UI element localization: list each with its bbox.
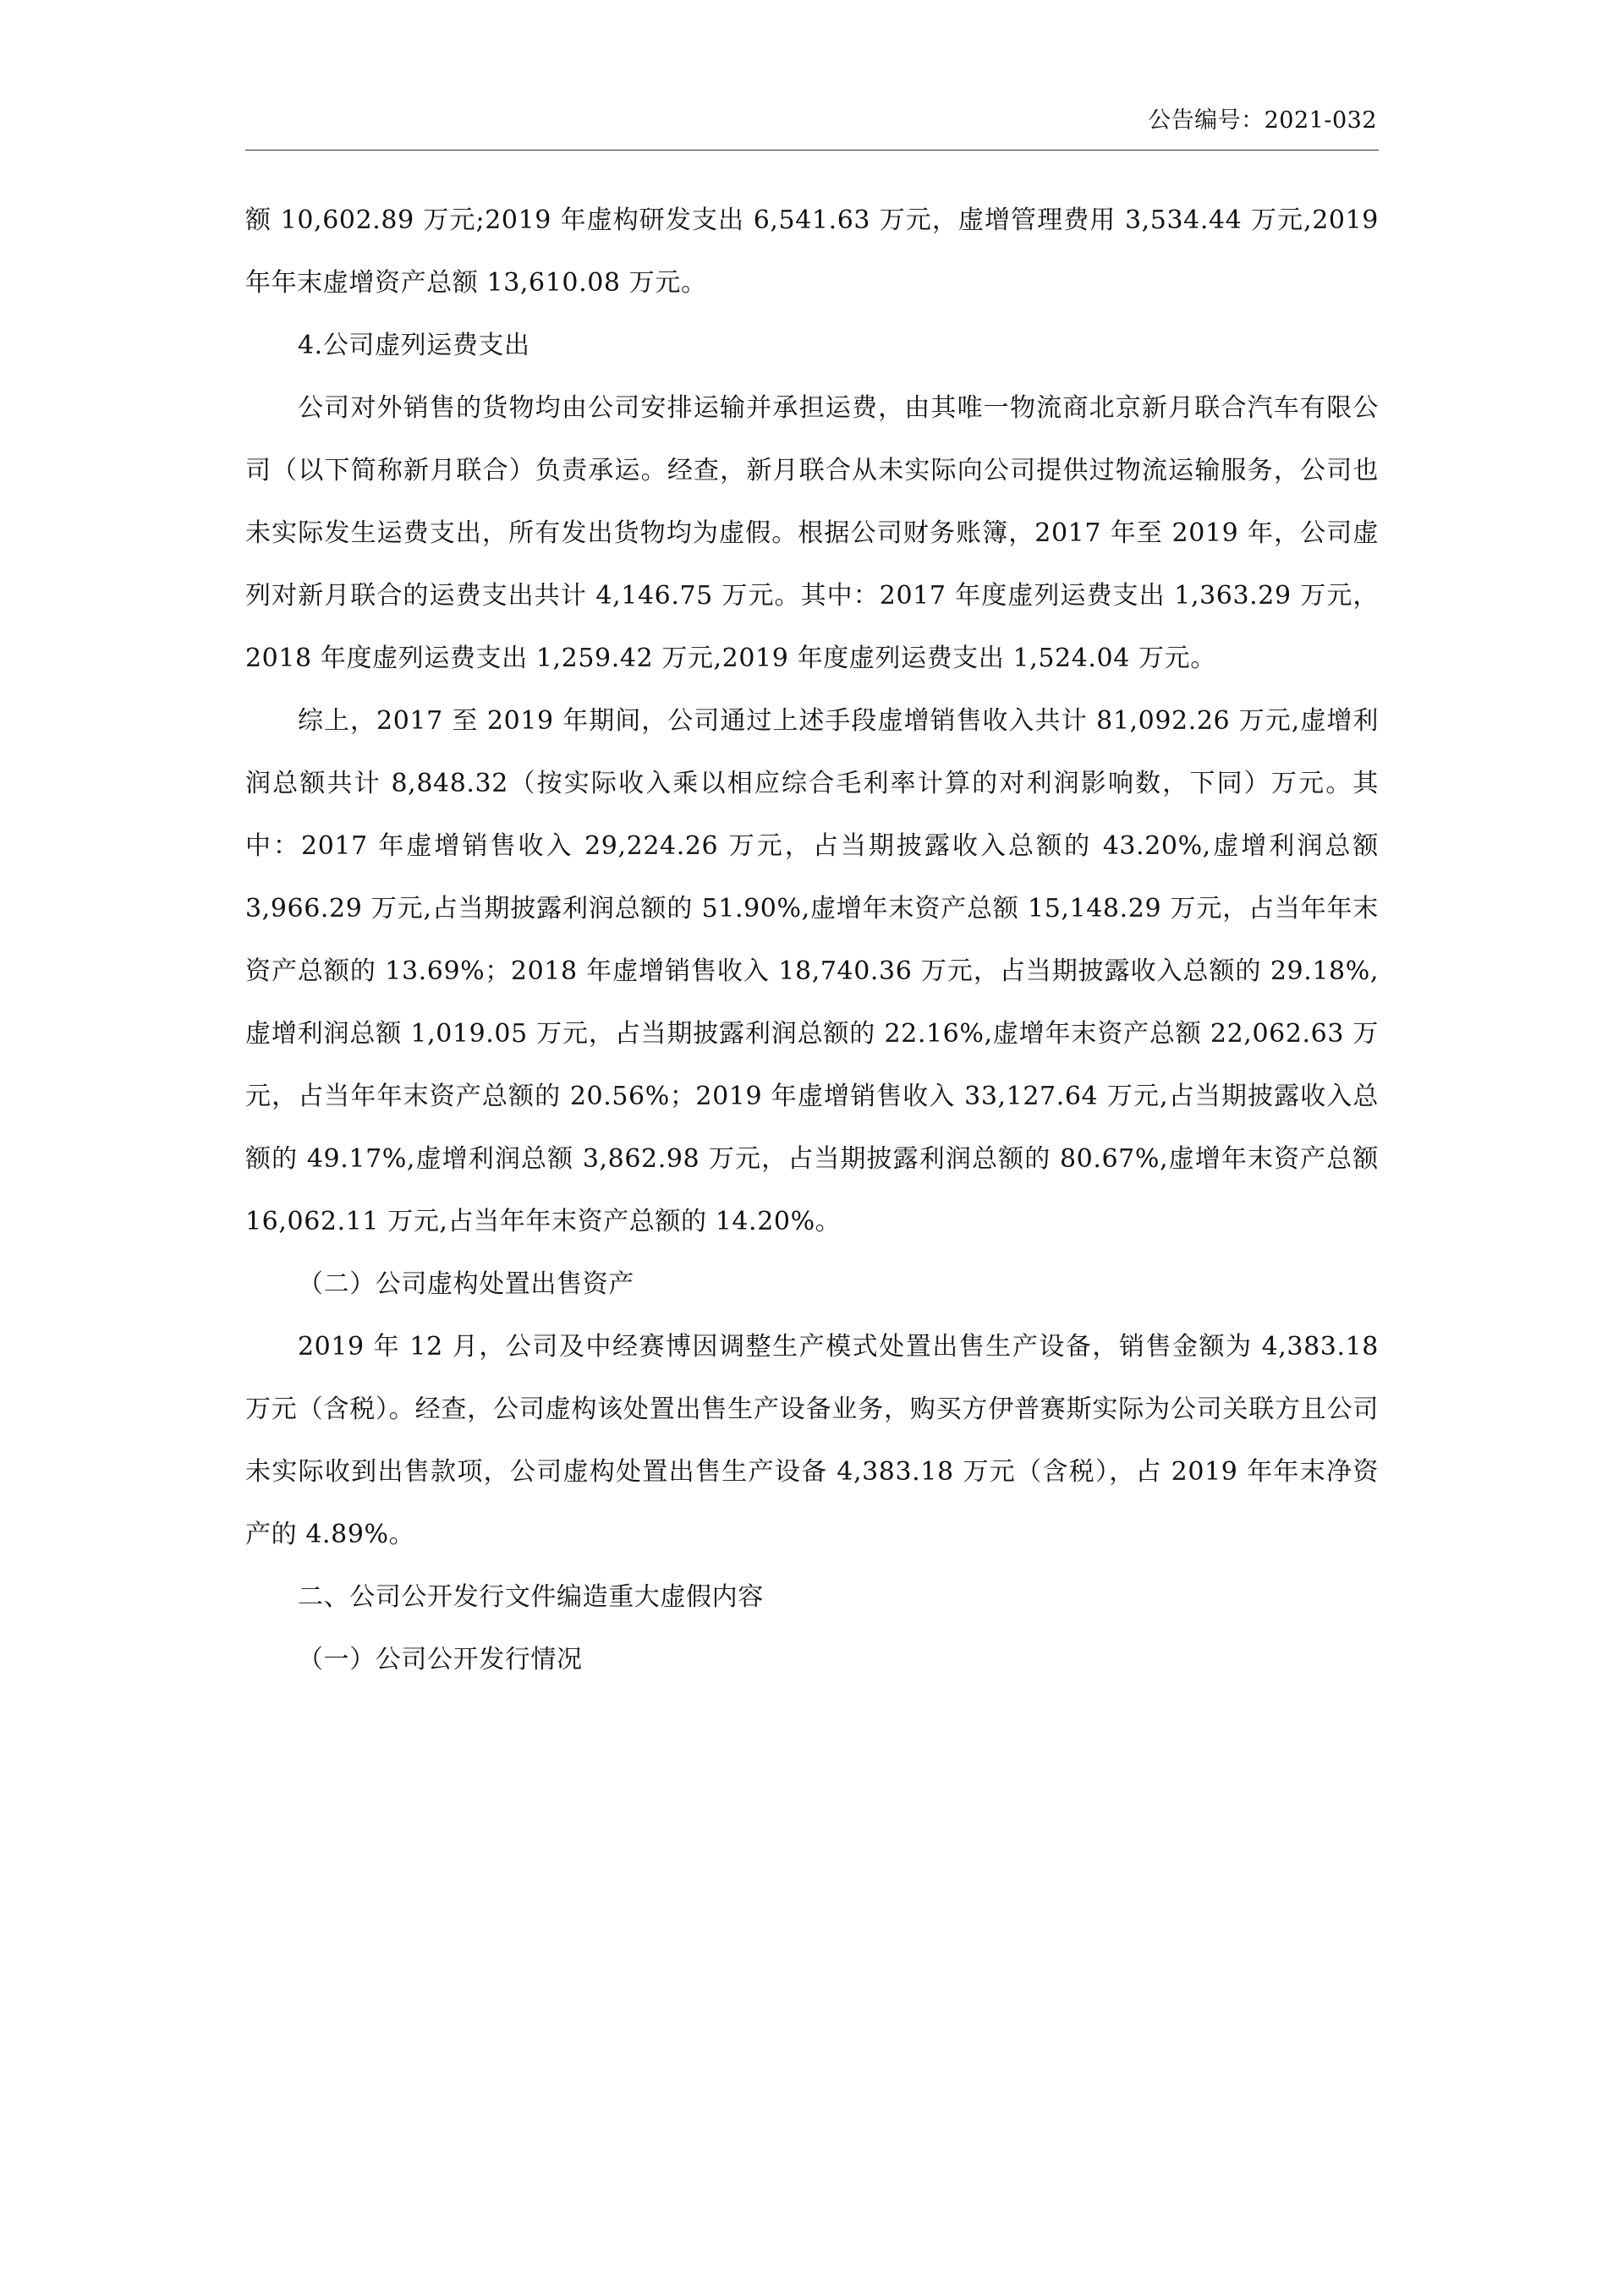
paragraph-asset-disposal: 2019 年 12 月，公司及中经赛博因调整生产模式处置出售生产设备，销售金额为 4,383.18 万元（含税）。经查，公司虚构该处置出售生产设备业务，购买方伊普赛斯实际为公司关联方且公司未实际收到出售款项，公司虚构处置出售生产设备 4,383.18 万元（含税），占 2019 年年末净资产的 4.89%。: [245, 1332, 1379, 1549]
heading-section-two: （二）公司虚构处置出售资产: [298, 1269, 634, 1299]
document-body: [245, 189, 1379, 1691]
header-divider: [245, 150, 1379, 151]
heading-chapter-two: 二、公司公开发行文件编造重大虚假内容: [298, 1582, 764, 1612]
paragraph-summary-2017-2019: 综上，2017 至 2019 年期间，公司通过上述手段虚增销售收入共计 81,092.26 万元,虚增利润总额共计 8,848.32（按实际收入乘以相应综合毛利率计算的对利润影响数，下同）万元。其中：2017 年虚增销售收入 29,224.26 万元，占当期披露收入总额的 43.20%,虚增利润总额 3,966.29 万元,占当期披露利润总额的 51.90%,虚增年末资产总额 15,148.29 万元，占当年年末资产总额的 13.69%；2018 年虚增销售收入 18,740.36 万元，占当期披露收入总额的 29.18%,虚增利润总额 1,019.05 万元，占当期披露利润总额的 22.16%,虚增年末资产总额 22,062.63 万元，占当年年末资产总额的 20.56%；2019 年虚增销售收入 33,127.64 万元,占当期披露收入总额的 49.17%,虚增利润总额 3,862.98 万元，占当期披露利润总额的 80.67%,虚增年末资产总额 16,062.11 万元,占当年年末资产总额的 14.20%。: [245, 706, 1379, 1236]
paragraph-freight-detail: 公司对外销售的货物均由公司安排运输并承担运费，由其唯一物流商北京新月联合汽车有限公司（以下简称新月联合）负责承运。经查，新月联合从未实际向公司提供过物流运输服务，公司也未实际发生运费支出，所有发出货物均为虚假。根据公司财务账簿，2017 年至 2019 年，公司虚列对新月联合的运费支出共计 4,146.75 万元。其中：2017 年度虚列运费支出 1,363.29 万元，2018 年度虚列运费支出 1,259.42 万元,2019 年度虚列运费支出 1,524.04 万元。: [245, 393, 1379, 673]
heading-item-4: 4.公司虚列运费支出: [298, 331, 530, 360]
page-header-notice-number: 公告编号：2021-032: [1148, 107, 1377, 134]
heading-section-two-one: （一）公司公开发行情况: [298, 1645, 583, 1674]
paragraph-continued-amount: 额 10,602.89 万元;2019 年虚构研发支出 6,541.63 万元，虚增管理费用 3,534.44 万元,2019 年年末虚增资产总额 13,610.08 万元。: [245, 205, 1379, 298]
